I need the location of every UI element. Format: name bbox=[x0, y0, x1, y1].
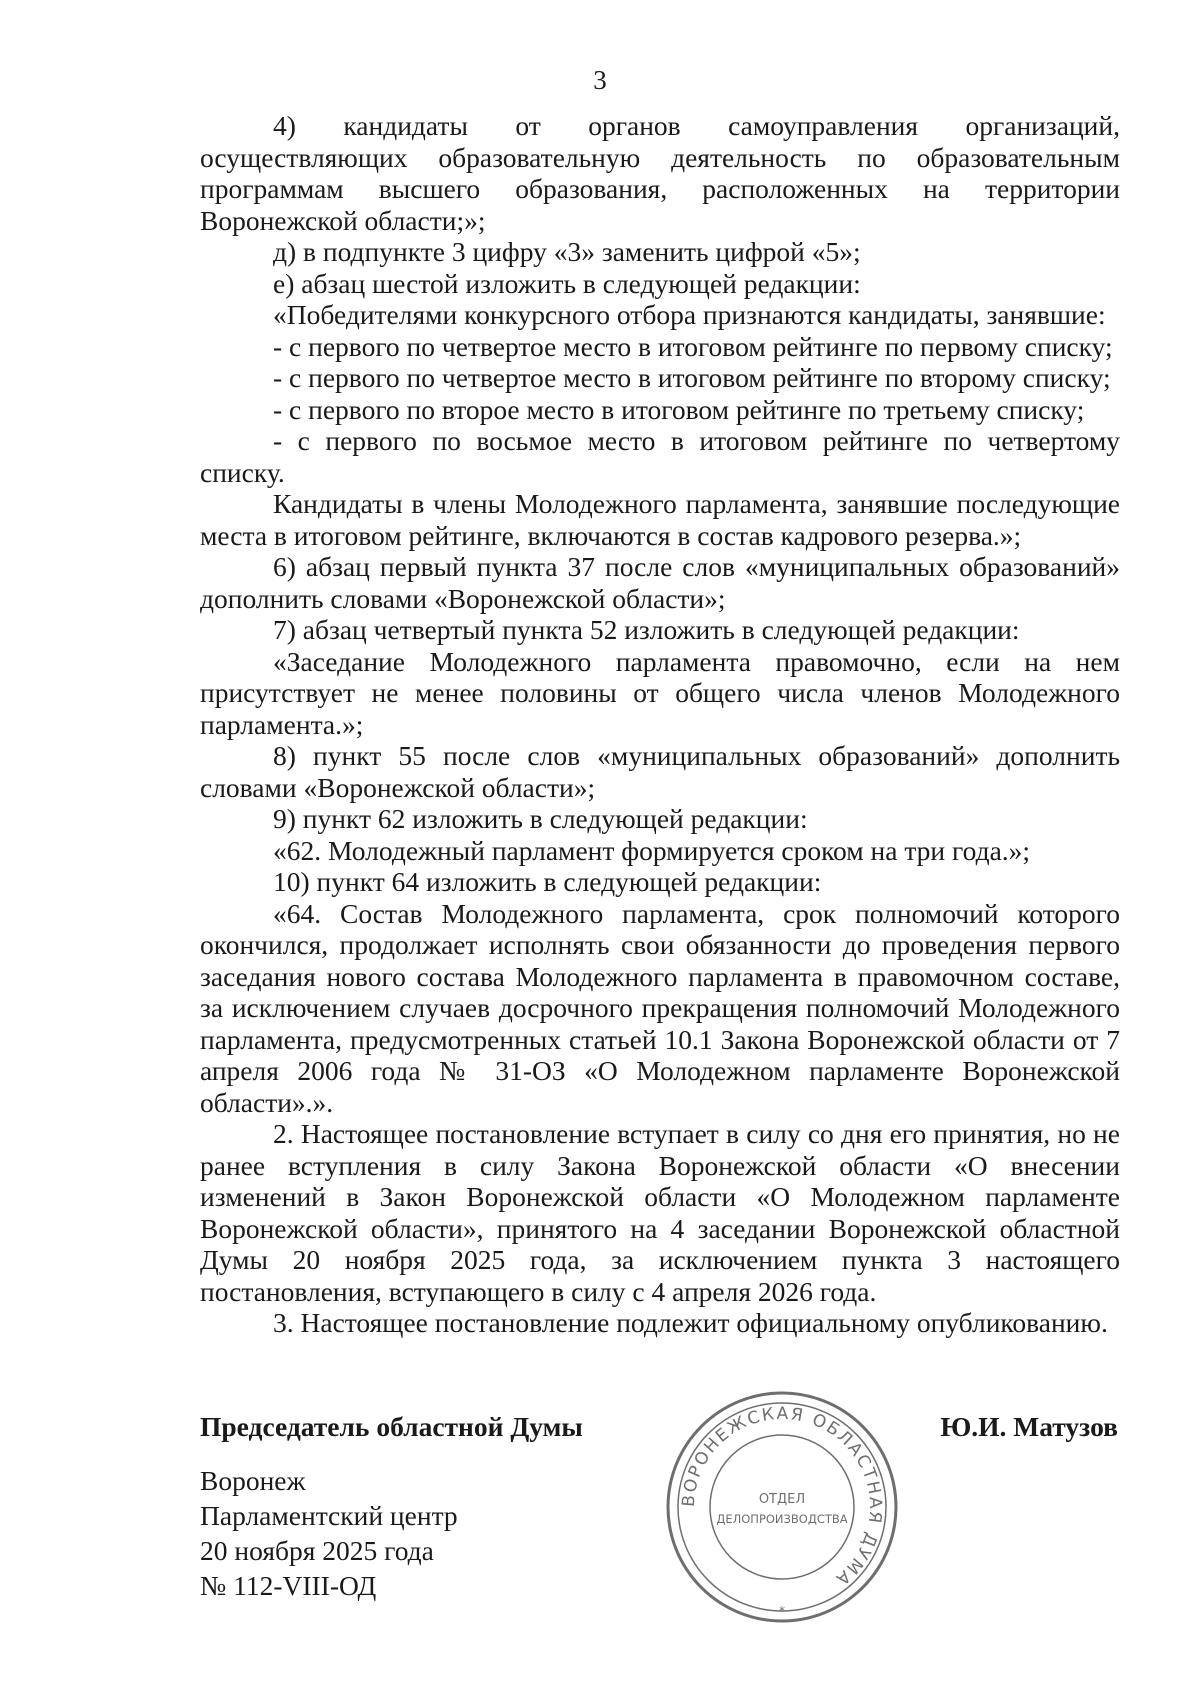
paragraph: 3. Настоящее постановление подлежит официальному опубликованию. bbox=[273, 1307, 1108, 1338]
signer-role: Председатель областной Думы bbox=[200, 1411, 583, 1442]
paragraph: Кандидаты в члены Молодежного парламента, занявшие последующие места в итоговом рейтинге, включаются в состав кадрового резерва.»; bbox=[200, 488, 1120, 551]
signature-block bbox=[200, 1410, 583, 1603]
document-date: 20 ноября 2025 года bbox=[200, 1535, 434, 1566]
paragraph: «Победителями конкурсного отбора признаются кандидаты, занявшие: bbox=[273, 299, 1106, 330]
official-stamp bbox=[662, 1387, 902, 1627]
page-number: 3 bbox=[593, 65, 607, 95]
paragraph: «Заседание Молодежного парламента правомочно, если на нем присутствует не менее половины от общего числа членов Молодежного парламента.»; bbox=[200, 645, 1120, 740]
signer-name: Ю.И. Матузов bbox=[940, 1411, 1118, 1442]
paragraph: - с первого по четвертое место в итоговом рейтинге по второму списку; bbox=[273, 362, 1111, 393]
stamp-line2: ДЕЛОПРОИЗВОДСТВА bbox=[716, 1512, 848, 1526]
paragraph: 2. Настоящее постановление вступает в силу со дня его принятия, но не ранее вступления в силу Закона Воронежской области «О внесении изменений в Закон Воронежской области «О Молодежном парламенте Воронежской области», принятого на 4 заседании Воронежской областной Думы 20 ноября 2025 года, за исключением пункта 3 настоящего постановления, вступающего в силу с 4 апреля 2026 года. bbox=[200, 1118, 1120, 1307]
paragraph: д) в подпункте 3 цифру «3» заменить цифрой «5»; bbox=[273, 236, 861, 267]
paragraph: 10) пункт 64 изложить в следующей редакции: bbox=[273, 866, 822, 897]
paragraph: - с первого по четвертое место в итоговом рейтинге по первому списку; bbox=[273, 330, 1113, 362]
paragraph: е) абзац шестой изложить в следующей редакции: bbox=[273, 267, 861, 299]
paragraph: 9) пункт 62 изложить в следующей редакции: bbox=[273, 803, 808, 834]
place-block bbox=[200, 1463, 583, 1603]
stamp-ring-textpath: ВОРОНЕЖСКАЯ ОБЛАСТНАЯ ДУМА bbox=[678, 1403, 886, 1590]
stamp-core-ring bbox=[710, 1435, 854, 1579]
paragraph: 7) абзац четвертый пункта 52 изложить в следующей редакции: bbox=[273, 614, 1020, 645]
paragraph: - с первого по восьмое место в итоговом рейтинге по четвертому списку. bbox=[200, 425, 1120, 488]
place-venue: Парламентский центр bbox=[200, 1500, 458, 1531]
paragraph: «62. Молодежный парламент формируется сроком на три года.»; bbox=[273, 834, 1031, 866]
document-number: № 112-VIII-ОД bbox=[200, 1570, 377, 1601]
stamp-line1: ОТДЕЛ bbox=[758, 1492, 806, 1507]
place-city: Воронеж bbox=[200, 1465, 306, 1496]
paragraph: 8) пункт 55 после слов «муниципальных образований» дополнить словами «Воронежской области»; bbox=[200, 740, 1120, 803]
document-body bbox=[200, 110, 1120, 1339]
paragraph: «64. Состав Молодежного парламента, срок полномочий которого окончился, продолжает исполнять свои обязанности до проведения первого заседания нового состава Молодежного парламента в правомочном составе, за исключением случаев досрочного прекращения полномочий Молодежного парламента, предусмотренных статьей 10.1 Закона Воронежской области от 7 апреля 2006 года № 31-ОЗ «О Молодежном парламенте Воронежской области».». bbox=[200, 897, 1120, 1118]
paragraph: 6) абзац первый пункта 37 после слов «муниципальных образований» дополнить словами «Воронежской области»; bbox=[200, 551, 1120, 614]
stamp-outer-ring bbox=[668, 1393, 896, 1621]
star-icon: * bbox=[779, 1604, 785, 1618]
paragraph: - с первого по второе место в итоговом рейтинге по третьему списку; bbox=[273, 393, 1085, 425]
paragraph: 4) кандидаты от органов самоуправления организаций, осуществляющих образовательную деятельность по образовательным программам высшего образования, расположенных на территории Воронежской области;»; bbox=[200, 110, 1120, 236]
